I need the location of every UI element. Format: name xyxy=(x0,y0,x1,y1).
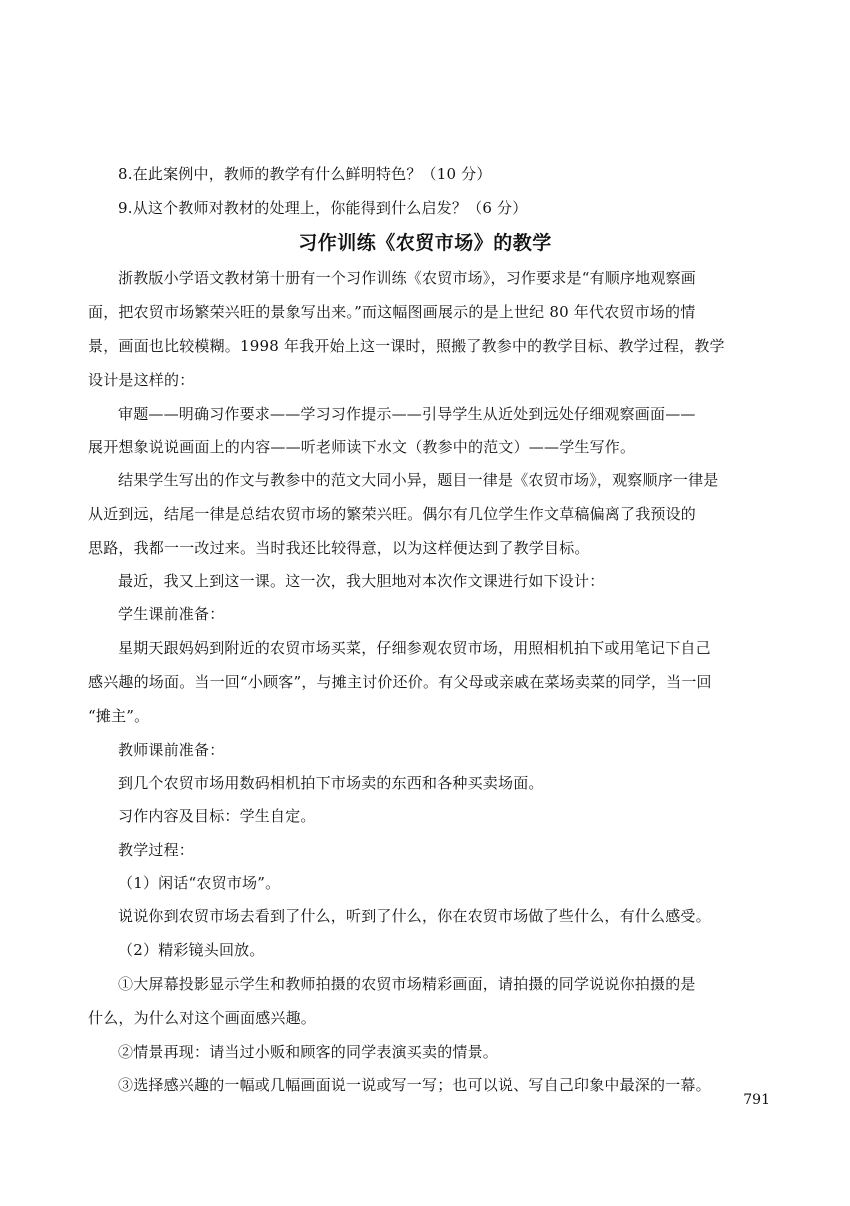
paragraph-line: 说说你到农贸市场去看到了什么，听到了什么，你在农贸市场做了些什么，有什么感受。 xyxy=(118,907,711,925)
article-title: 习作训练《农贸市场》的教学 xyxy=(298,232,552,254)
section-heading: 学生课前准备： xyxy=(118,605,225,623)
paragraph-line: 最近，我又上到这一课。这一次，我大胆地对本次作文课进行如下设计： xyxy=(118,572,605,590)
paragraph-line: 面，把农贸市场繁荣兴旺的景象写出来。”而这幅图画展示的是上世纪 80 年代农贸市场的情 xyxy=(88,303,696,321)
section-heading: 教师课前准备： xyxy=(118,741,225,759)
paragraph-line: 结果学生写出的作文与教参中的范文大同小异，题目一律是《农贸市场》，观察顺序一律是 xyxy=(118,471,719,489)
paragraph-line: 从近到远，结尾一律是总结农贸市场的繁荣兴旺。偶尔有几位学生作文草稿偏离了我预设的 xyxy=(88,505,697,523)
paragraph-line: 什么，为什么对这个画面感兴趣。 xyxy=(88,1009,317,1027)
paragraph-line: 景，画面也比较模糊。1998 年我开始上这一课时，照搬了教参中的教学目标、教学过程，教学 xyxy=(88,337,725,355)
paragraph-line: 浙教版小学语文教材第十册有一个习作训练《农贸市场》，习作要求是“有顺序地观察画 xyxy=(118,269,696,287)
step-heading: （2）精彩镜头回放。 xyxy=(118,941,265,959)
paragraph-line: 展开想象说说画面上的内容——听老师读下水文（教参中的范文）——学生写作。 xyxy=(88,438,636,456)
question-8: 8.在此案例中，教师的教学有什么鲜明特色？（10 分） xyxy=(118,165,492,183)
paragraph-line: 星期天跟妈妈到附近的农贸市场买菜，仔细参观农贸市场，用照相机拍下或用笔记下自己 xyxy=(118,639,711,657)
paragraph-line: 习作内容及目标：学生自定。 xyxy=(118,807,316,825)
paragraph-line: 思路，我都一一改过来。当时我还比较得意，以为这样便达到了教学目标。 xyxy=(88,539,590,557)
paragraph-line: “摊主”。 xyxy=(88,707,150,725)
step-heading: （1）闲话“农贸市场”。 xyxy=(118,874,281,892)
paragraph-line: 感兴趣的场面。当一回“小顾客”，与摊主讨价还价。有父母或亲戚在菜场卖菜的同学，当一回 xyxy=(88,673,712,691)
page-number: 791 xyxy=(743,1092,770,1108)
question-9: 9.从这个教师对教材的处理上，你能得到什么启发？（6 分） xyxy=(118,199,528,217)
paragraph-line: ③选择感兴趣的一幅或几幅画面说一说或写一写；也可以说、写自己印象中最深的一幕。 xyxy=(118,1076,711,1094)
paragraph-line: 审题——明确习作要求——学习习作提示——引导学生从近处到远处仔细观察画面—— xyxy=(118,405,696,423)
paragraph-line: 设计是这样的： xyxy=(88,371,195,389)
paragraph-line: ①大屏幕投影显示学生和教师拍摄的农贸市场精彩画面，请拍摄的同学说说你拍摄的是 xyxy=(118,975,696,993)
section-heading: 教学过程： xyxy=(118,841,195,859)
paragraph-line: 到几个农贸市场用数码相机拍下市场卖的东西和各种买卖场面。 xyxy=(118,774,544,792)
paragraph-line: ②情景再现：请当过小贩和顾客的同学表演买卖的情景。 xyxy=(118,1043,499,1061)
